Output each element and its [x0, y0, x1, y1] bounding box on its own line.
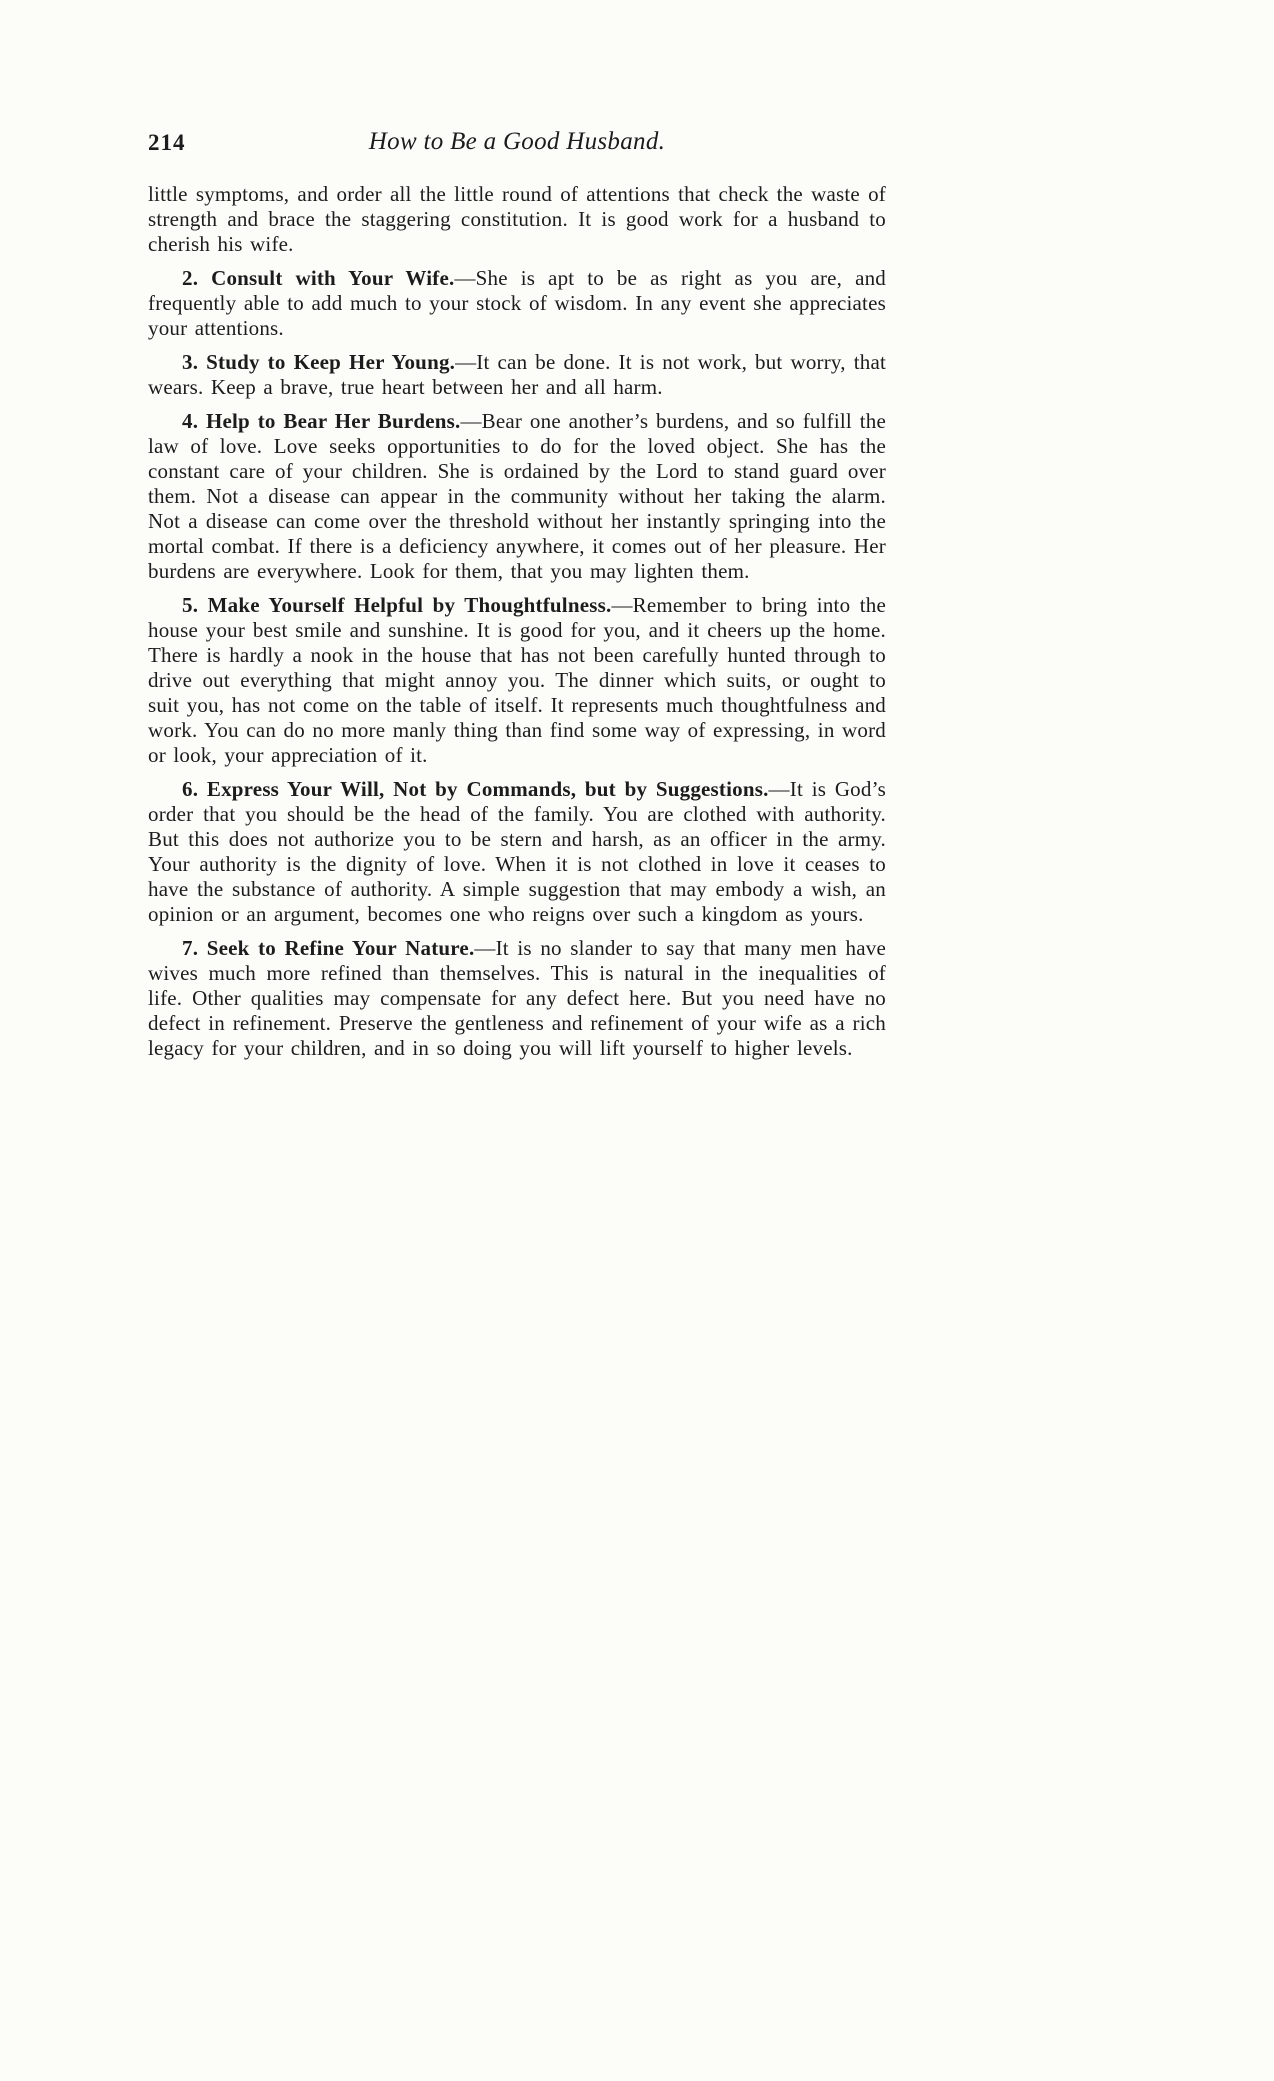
page-body — [148, 182, 886, 1061]
page-number: 214 — [148, 130, 186, 155]
paragraph-heading: 2. Consult with Your Wife. — [182, 266, 455, 290]
paragraph — [148, 266, 886, 341]
paragraph-body: little symptoms, and order all the little round of attentions that check the waste of strength and brace the staggering constitution. It is good work for a husband to cherish his wife. — [148, 182, 886, 256]
paragraph — [148, 182, 886, 257]
paragraph-body: —She is apt to be as right as you are, and frequently able to add much to your stock of wisdom. In any event she appreciates your attentions. — [148, 266, 886, 340]
paragraph-body: —Remember to bring into the house your best smile and sunshine. It is good for you, and it cheers up the home. There is hardly a nook in the house that has not been carefully hunted through to drive out everything that might annoy you. The dinner which suits, or ought to suit you, has not come on the table of itself. It represents much thoughtfulness and work. You can do no more manly thing than find some way of expressing, in word or look, your appreciation of it. — [148, 593, 886, 767]
paragraph-heading: 7. Seek to Refine Your Nature. — [182, 936, 475, 960]
paragraph — [148, 936, 886, 1061]
paragraph-body: —It can be done. It is not work, but worry, that wears. Keep a brave, true heart between her and all harm. — [148, 350, 886, 399]
paragraph-body: —Bear one another’s burdens, and so fulfill the law of love. Love seeks opportunities to do for the loved object. She has the constant care of your children. She is ordained by the Lord to stand guard over them. Not a disease can appear in the community without her taking the alarm. Not a disease can come over the threshold without her instantly springing into the mortal combat. If there is a deficiency anywhere, it comes out of her pleasure. Her burdens are everywhere. Look for them, that you may lighten them. — [148, 409, 886, 583]
paragraph-heading: 4. Help to Bear Her Burdens. — [182, 409, 461, 433]
paragraph-body: —It is God’s order that you should be the head of the family. You are clothed with authority. But this does not authorize you to be stern and harsh, as an officer in the army. Your authority is the dignity of love. When it is not clothed in love it ceases to have the substance of authority. A simple suggestion that may embody a wish, an opinion or an argument, becomes one who reigns over such a kingdom as yours. — [148, 777, 886, 926]
paragraph — [148, 350, 886, 400]
page-header — [148, 128, 886, 166]
running-title: How to Be a Good Husband. — [368, 128, 666, 155]
paragraph — [148, 593, 886, 768]
paragraph — [148, 409, 886, 584]
paragraph-heading: 5. Make Yourself Helpful by Thoughtfulness. — [182, 593, 612, 617]
paragraph-heading: 6. Express Your Will, Not by Commands, but by Suggestions. — [182, 777, 769, 801]
paragraph-body: —It is no slander to say that many men have wives much more refined than themselves. This is natural in the inequalities of life. Other qualities may compensate for any defect here. But you need have no defect in refinement. Preserve the gentleness and refinement of your wife as a rich legacy for your children, and in so doing you will lift yourself to higher levels. — [148, 936, 886, 1060]
document-page — [148, 128, 886, 1070]
paragraph-heading: 3. Study to Keep Her Young. — [182, 350, 456, 374]
paragraph — [148, 777, 886, 927]
